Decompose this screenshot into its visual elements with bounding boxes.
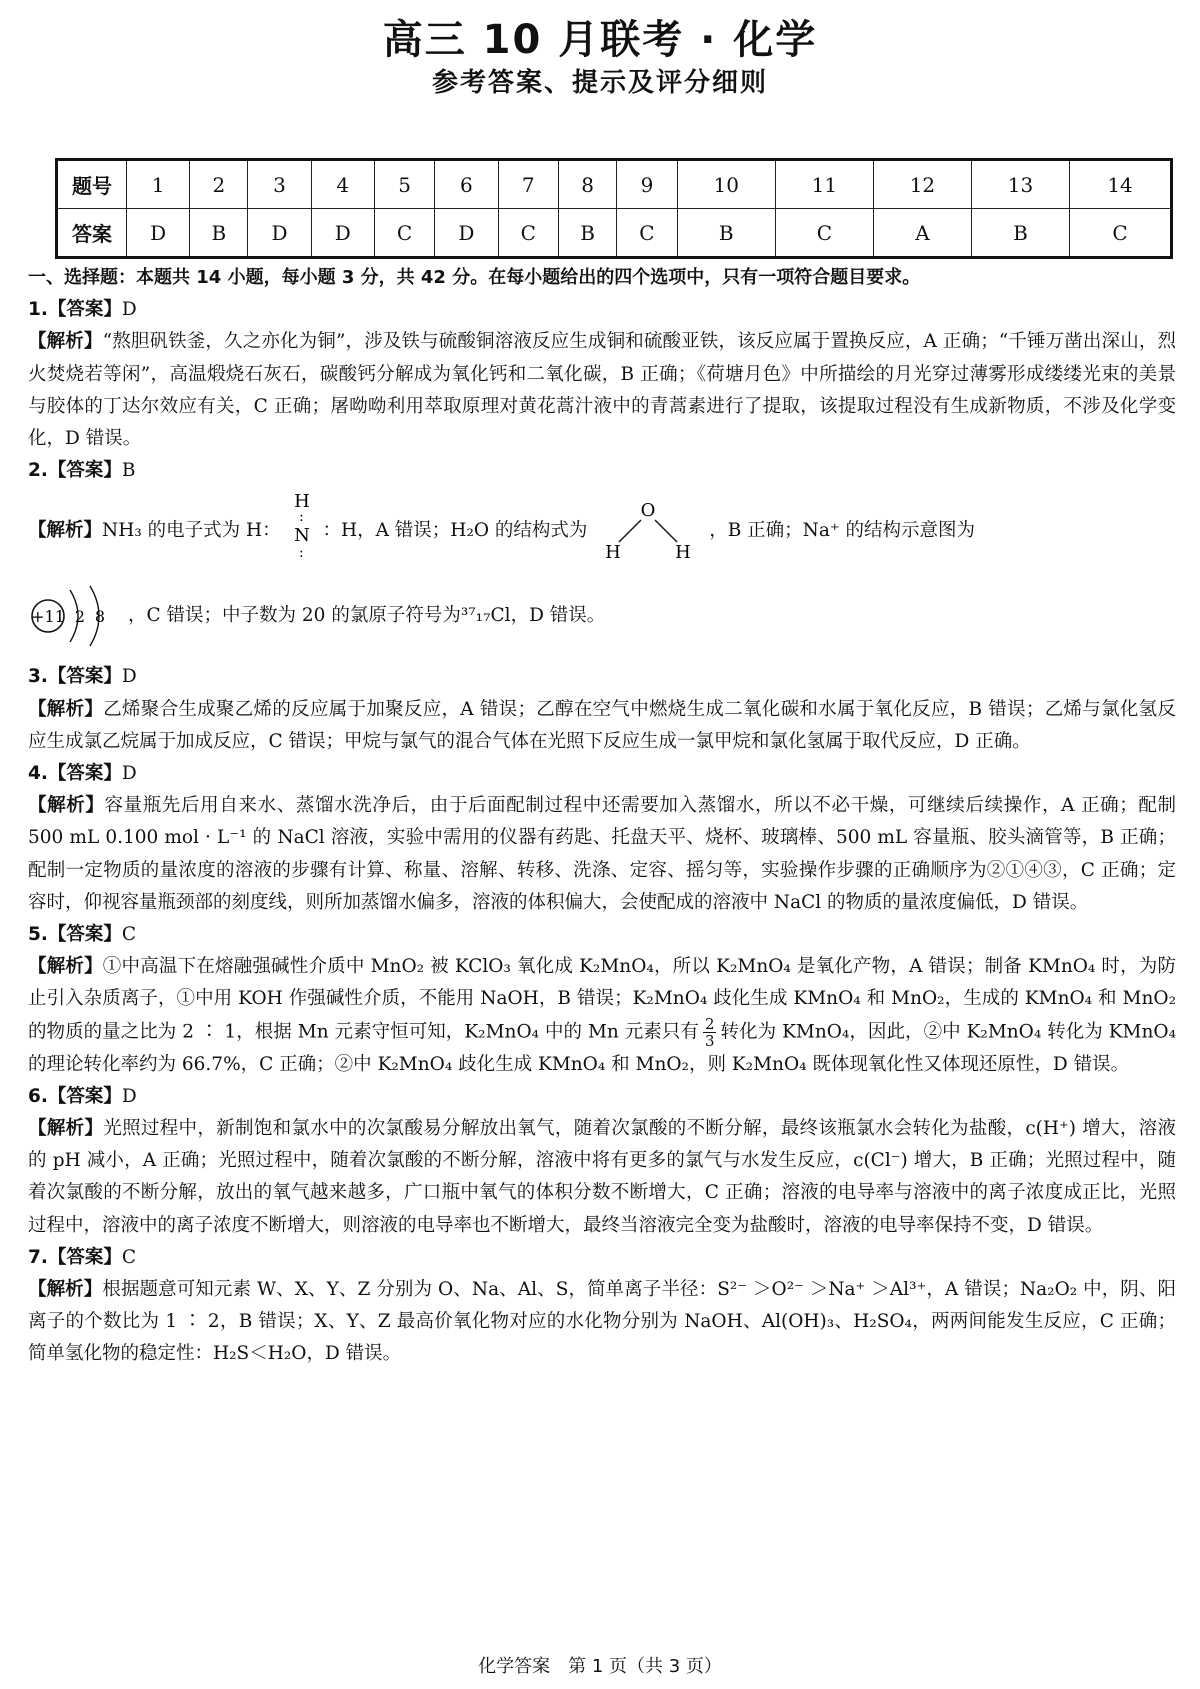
question-number-row: [57, 160, 1172, 209]
answer-cell: D: [311, 209, 374, 258]
question-number-cell: 12: [873, 160, 971, 209]
shell-2-electrons: 8: [94, 607, 106, 627]
question-number-cell: 8: [559, 160, 617, 209]
h-atom: H: [675, 542, 692, 564]
question-3: [28, 661, 1176, 758]
nucleus-charge: +11: [31, 607, 65, 627]
answer-value: C: [121, 1246, 137, 1268]
answer-cell: C: [374, 209, 434, 258]
question-number-cell: 14: [1070, 160, 1172, 209]
question-number-cell: 2: [190, 160, 248, 209]
analysis-text: 乙烯聚合生成聚乙烯的反应属于加聚反应，A 错误；乙醇在空气中燃烧生成二氧化碳和水属于氧化反应，B 错误；乙烯与氯化氢反应生成氯乙烷属于加成反应，C 错误；甲烷与氯气的混合气体在光照下反应生成一氯甲烷和氯化氢属于取代反应，D 正确。: [28, 698, 1176, 752]
shell-1-electrons: 2: [74, 607, 86, 627]
answer-tag: 【答案】: [47, 924, 122, 946]
svg-text::: :: [298, 545, 304, 562]
question-4: [28, 758, 1176, 919]
analysis-text: 光照过程中，新制饱和氯水中的次氯酸易分解放出氧气，随着次氯酸的不断分解，最终该瓶氯水会转化为盐酸，c(H⁺) 增大，溶液的 pH 减小，A 正确；光照过程中，随着次氯酸的不断分解，溶液中将有更多的氯气与水发生反应，c(Cl⁻) 增大，B 正确；光照过程中，随着次氯酸的不断分解，放出的氧气越来越多，广口瓶中氧气的体积分数不断增大，C 正确；溶液的电导率与溶液中的离子浓度成正比，光照过程中，溶液中的离子浓度不断增大，则溶液的电导率也不断增大，最终当溶液完全变为盐酸时，溶液的电导率保持不变，D 错误。: [28, 1118, 1176, 1236]
answer-table: [55, 158, 1173, 259]
analysis-text: “熬胆矾铁釜，久之亦化为铜”，涉及铁与硫酸铜溶液反应生成铜和硫酸亚铁，该反应属于置换反应，A 正确；“千锤万凿出深山，烈火焚烧若等闲”，高温煅烧石灰石，碳酸钙分解成为氧化钙和二氧化碳，B 正确；《荷塘月色》中所描绘的月光穿过薄雾形成缕缕光束的美景与胶体的丁达尔效应有关，C 正确；屠呦呦利用萃取原理对黄花蒿汁液中的青蒿素进行了提取，该提取过程没有生成新物质，不涉及化学变化，D 错误。: [28, 331, 1176, 450]
answer-value: C: [121, 924, 137, 946]
answer-tag: 【答案】: [47, 763, 122, 785]
question-number-cell: 7: [498, 160, 558, 209]
question-number-cell: 9: [617, 160, 677, 209]
n-atom: N: [293, 525, 310, 547]
fraction-denominator: 3: [704, 1031, 715, 1050]
question-1: [28, 294, 1176, 455]
h-atom: H: [605, 542, 622, 564]
analysis-text: 容量瓶先后用自来水、蒸馏水洗净后，由于后面配制过程中还需要加入蒸馏水，所以不必干燥，可继续后续操作，A 正确；配制 500 mL 0.100 mol · L⁻¹ 的 NaCl 溶液，实验中需用的仪器有药匙、托盘天平、烧杯、玻璃棒、500 mL 容量瓶、胶头滴管等，B 正确；配制一定物质的量浓度的溶液的步骤有计算、称量、溶解、转移、洗涤、定容、摇匀等，实验操作步骤的正确顺序为②①④③，C 正确；定容时，仰视容量瓶颈部的刻度线，则所加蒸馏水偏多，溶液的体积偏大，会使配成的溶液中 NaCl 的物质的量浓度偏低，D 错误。: [28, 795, 1176, 913]
answer-tag: 【答案】: [47, 1246, 122, 1268]
row-label-answer: 答案: [57, 209, 127, 258]
analysis-text: ，C 错误；中子数为 20 的氯原子符号为³⁷₁₇Cl，D 错误。: [128, 605, 606, 627]
analysis-tag: 【解析】: [28, 956, 103, 978]
h2o-structural-formula: [593, 496, 703, 566]
answer-cell: C: [1070, 209, 1172, 258]
answer-cell: D: [248, 209, 311, 258]
question-number-cell: 4: [311, 160, 374, 209]
section-heading: 一、选择题：本题共 14 小题，每小题 3 分，共 42 分。在每小题给出的四个选项中，只有一项符合题目要求。: [28, 267, 921, 288]
answer-tag: 【答案】: [47, 666, 122, 688]
fraction-numerator: 2: [704, 1014, 715, 1033]
question-number-cell: 5: [374, 160, 434, 209]
page-footer: 化学答案 第 1 页（共 3 页）: [478, 1656, 722, 1677]
question-number-cell: 1: [127, 160, 190, 209]
answer-cell: D: [127, 209, 190, 258]
question-6: [28, 1081, 1176, 1242]
explanation-body: [28, 262, 1176, 1371]
question-number: 5.: [28, 924, 48, 946]
answer-cell: A: [873, 209, 971, 258]
question-number-cell: 10: [677, 160, 775, 209]
answer-value: D: [121, 763, 137, 785]
answer-cell: D: [435, 209, 498, 258]
answer-tag: 【答案】: [47, 460, 122, 482]
question-7: [28, 1242, 1176, 1371]
question-number-cell: 6: [435, 160, 498, 209]
answer-value: D: [121, 1085, 137, 1107]
answer-cell: C: [498, 209, 558, 258]
question-number-cell: 3: [248, 160, 311, 209]
answer-cell: C: [617, 209, 677, 258]
analysis-tag: 【解析】: [28, 1118, 104, 1140]
question-number: 1.: [28, 299, 48, 321]
analysis-text: 根据题意可知元素 W、X、Y、Z 分别为 O、Na、Al、S，简单离子半径：S²⁻ ＞O²⁻ ＞Na⁺ ＞Al³⁺，A 错误；Na₂O₂ 中，阴、阳离子的个数比为 1 ∶ 2，B 错误；X、Y、Z 最高价氧化物对应的水化物分别为 NaOH、Al(OH)₃、H₂SO₄，两两间能发生反应，C 正确；简单氢化物的稳定性：H₂S＜H₂O，D 错误。: [28, 1279, 1176, 1365]
row-label-number: 题号: [57, 160, 127, 209]
na-ion-structure-diagram: [28, 580, 128, 652]
analysis-tag: 【解析】: [28, 1279, 103, 1301]
svg-text::: :: [298, 509, 304, 526]
answer-value: D: [121, 666, 137, 688]
page-title: 高三 10 月联考 · 化学: [382, 17, 818, 63]
fraction-two-thirds: [703, 1016, 717, 1049]
answer-row: [57, 209, 1172, 258]
answer-value: D: [121, 299, 137, 321]
question-number: 6.: [28, 1085, 48, 1107]
answer-tag: 【答案】: [47, 1085, 122, 1107]
question-5: [28, 919, 1176, 1081]
question-number: 4.: [28, 763, 48, 785]
answer-tag: 【答案】: [47, 299, 122, 321]
analysis-text: ：H，A 错误；H₂O 的结构式为: [322, 520, 588, 542]
answer-cell: B: [677, 209, 775, 258]
answer-cell: B: [559, 209, 617, 258]
analysis-tag: 【解析】: [28, 331, 103, 353]
question-2: [28, 455, 1176, 655]
question-number: 7.: [28, 1246, 48, 1268]
question-number: 2.: [28, 460, 48, 482]
answer-cell: B: [971, 209, 1069, 258]
analysis-text: 转化为 KMnO₄，因此，②中 K₂MnO₄ 转化为 KMnO₄ 的理论转化率约为 66.7%，C 正确；②中 K₂MnO₄ 歧化生成 KMnO₄ 和 MnO₂，则 K₂MnO₄ 既体现氧化性又体现还原性，D 错误。: [28, 1021, 1176, 1075]
question-number: 3.: [28, 666, 48, 688]
page-subtitle: 参考答案、提示及评分细则: [431, 68, 768, 98]
analysis-tag: 【解析】: [28, 795, 105, 817]
analysis-tag: 【解析】: [28, 698, 104, 720]
analysis-text: ，B 正确；Na⁺ 的结构示意图为: [709, 520, 976, 542]
analysis-tag: 【解析】: [28, 520, 103, 542]
question-number-cell: 13: [971, 160, 1069, 209]
h-atom: H: [293, 491, 310, 513]
analysis-text: ①中高温下在熔融强碱性介质中 MnO₂ 被 KClO₃ 氧化成 K₂MnO₄，所以 K₂MnO₄ 是氧化产物，A 错误；制备 KMnO₄ 时，为防止引入杂质离子，①中用 KOH 作强碱性介质，不能用 NaOH，B 错误；K₂MnO₄ 歧化生成 KMnO₄ 和 MnO₂，生成的 KMnO₄ 和 MnO₂ 的物质的量之比为 2 ∶ 1，根据 Mn 元素守恒可知，K₂MnO₄ 中的 Mn 元素只有: [28, 956, 1176, 1043]
answer-value: B: [121, 460, 136, 482]
question-number-cell: 11: [775, 160, 873, 209]
nh3-electron-formula: [287, 491, 317, 571]
o-atom: O: [640, 500, 656, 522]
answer-cell: B: [190, 209, 248, 258]
answer-cell: C: [775, 209, 873, 258]
analysis-text: NH₃ 的电子式为 H：: [102, 520, 281, 542]
